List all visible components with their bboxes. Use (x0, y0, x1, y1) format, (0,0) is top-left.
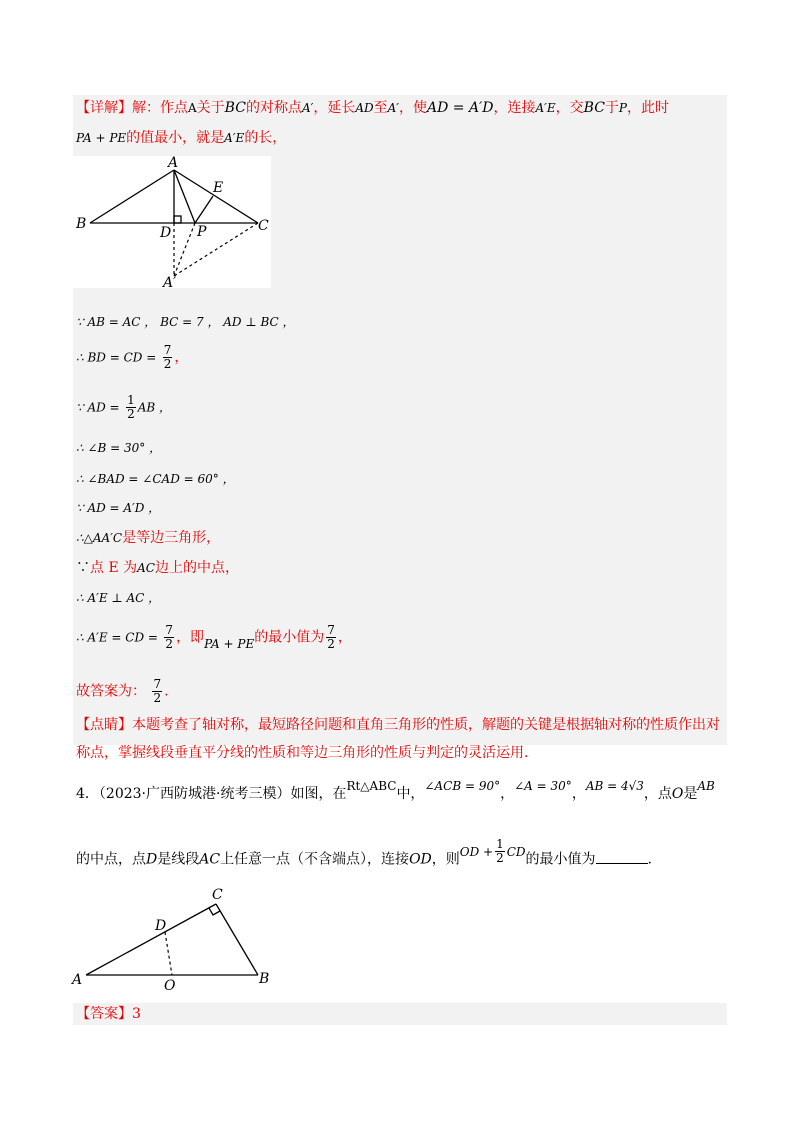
detail-tag: 【详解】 (76, 100, 132, 116)
answer-shade (73, 1003, 727, 1025)
fig1-label-d: D (160, 225, 172, 241)
question-4-line-1: 4．（2023·广西防城港·统考三模）如图，在Rt△ABC中，∠ACB = 90°，∠A = 30°，AB = 4√3，点O是AB (76, 779, 715, 802)
step-2: ∴ BD = CD = $\frac{7}{2}$ ， (76, 343, 189, 371)
triangle-diagram-1 (73, 156, 271, 288)
step-7: ∴△AA′C是等边三角形， (76, 530, 221, 546)
fig1-label-c: C (258, 218, 269, 234)
step-5: ∴ ∠BAD = ∠CAD = 60° ， (76, 472, 235, 486)
step-6: ∵ AD = A′D ， (76, 501, 161, 515)
fig2-label-a: A (72, 972, 83, 988)
detail-line-2: PA + PE的值最小，就是A′E的长， (76, 130, 287, 146)
step-3: ∵ AD = $\frac{1}{2}$ AB ， (76, 393, 172, 421)
fig2-label-b: B (259, 971, 270, 987)
step-10: ∴ A′E = CD = $\frac{7}{2}$ ，即PA + PE的最小值为 $\frac{7}{2}$ ， (76, 623, 352, 651)
final-answer-line: 故答案为： $\frac{7}{2}$ . (76, 677, 169, 705)
figure-2 (68, 885, 283, 993)
figure-1 (73, 156, 271, 288)
fig2-label-o: O (164, 978, 176, 993)
detail-line-1: 【详解】解：作点A关于BC的对称点A′，延长AD至A′，使AD = A′D，连接A′E，交BC于P，此时 (76, 100, 669, 116)
step-8: ∵点 E 为AC边上的中点， (76, 560, 239, 576)
step-9: ∴ A′E ⊥ AC ， (76, 591, 161, 605)
fig1-label-p: P (197, 224, 207, 240)
comment-line-2: 称点，掌握线段垂直平分线的性质和等边三角形的性质与判定的灵活运用. (76, 745, 529, 761)
fig2-label-c: C (212, 887, 223, 903)
answer-line (76, 1004, 141, 1024)
answer-value: 3 (132, 1006, 141, 1022)
step-4: ∴ ∠B = 30° ， (76, 441, 162, 455)
answer-blank[interactable] (596, 849, 648, 864)
comment-tag: 【点睛】 (76, 717, 132, 733)
comment-line-1: 【点睛】本题考查了轴对称，最短路径问题和直角三角形的性质，解题的关键是根据轴对称的性质作出对 (76, 717, 720, 733)
fig1-label-b: B (76, 216, 87, 232)
triangle-diagram-2 (68, 885, 283, 993)
fig1-label-e: E (213, 180, 224, 196)
answer-tag: 【答案】 (76, 1006, 132, 1022)
fig1-label-a: A (168, 156, 179, 171)
fig1-label-a-prime: A′ (163, 275, 177, 288)
fig2-label-d: D (155, 918, 167, 934)
step-1: ∵ AB = AC ， BC = 7 ， AD ⊥ BC ， (76, 315, 295, 329)
question-4-line-2: 的中点，点D是线段AC上任意一点（不含端点），连接OD，则OD + $\frac{1}{2}$ CD的最小值为 . (76, 837, 652, 868)
